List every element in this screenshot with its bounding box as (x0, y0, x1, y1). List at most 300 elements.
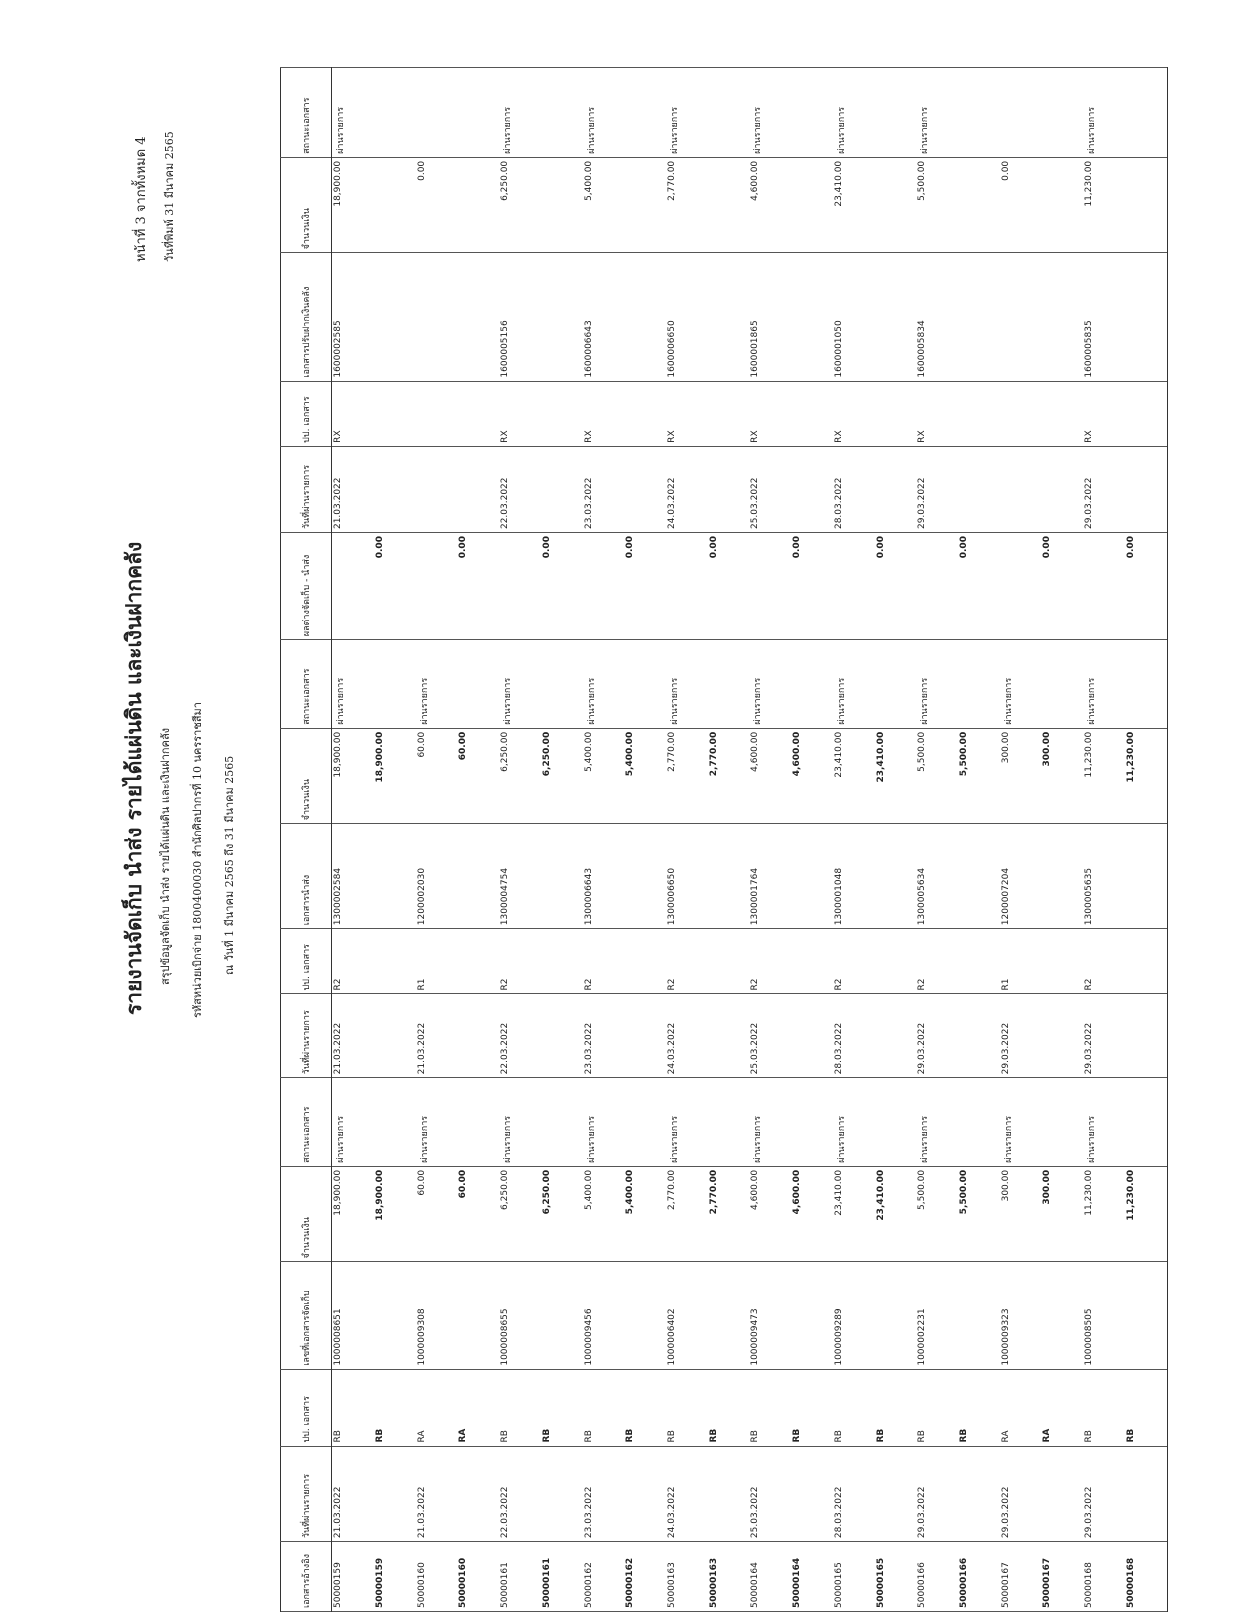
report-title: รายงานจัดเก็บ นำส่ง รายได้แผ่นดิน และเงินฝากคลัง (121, 541, 146, 1015)
cell-date: 28.03.2022 (833, 1446, 875, 1542)
column-header: จำนวนเงิน (281, 728, 332, 824)
cell-p-amount: 2,770.00 (666, 157, 708, 253)
cell-amount: 300.00 (1041, 1166, 1083, 1262)
cell-collect-no: 1000006402 (666, 1262, 708, 1369)
cell-p-type: RX (666, 381, 708, 446)
cell-status: ผ่านรายการ (916, 1078, 958, 1167)
table-row (583, 68, 625, 1612)
cell-s-amount: 300.00 (1000, 728, 1042, 824)
cell-p-date (708, 446, 750, 532)
cell-s-type: R2 (583, 929, 625, 994)
cell-s-doc (875, 824, 917, 929)
cell-ref: 50000160 (457, 1542, 499, 1612)
cell-p-doc (958, 253, 1000, 381)
cell-amount: 18,900.00 (332, 1166, 374, 1262)
cell-ref: 50000168 (1125, 1542, 1168, 1612)
column-header: เอกสารนำส่ง (281, 824, 332, 929)
cell-date (374, 1446, 416, 1542)
cell-s-type: R2 (833, 929, 875, 994)
cell-p-type (1000, 381, 1042, 446)
column-header: สถานะเอกสาร (281, 68, 332, 158)
cell-amount: 6,250.00 (499, 1166, 541, 1262)
cell-ref: 50000165 (875, 1542, 917, 1612)
cell-diff: 0.00 (541, 533, 583, 640)
cell-type: RB (666, 1369, 708, 1446)
cell-s-status: ผ่านรายการ (833, 640, 875, 729)
cell-s-amount: 6,250.00 (541, 728, 583, 824)
cell-s-doc (457, 824, 499, 929)
cell-amount: 23,410.00 (833, 1166, 875, 1262)
cell-s-type: R2 (499, 929, 541, 994)
cell-p-date (416, 446, 458, 532)
subtotal-row (541, 68, 583, 1612)
cell-ref: 50000165 (833, 1542, 875, 1612)
cell-p-amount (708, 157, 750, 253)
cell-p-doc: 1600001050 (833, 253, 875, 381)
cell-collect-no (1125, 1262, 1168, 1369)
cell-amount: 4,600.00 (749, 1166, 791, 1262)
cell-date: 29.03.2022 (916, 1446, 958, 1542)
cell-s-doc (1125, 824, 1168, 929)
cell-p-amount (541, 157, 583, 253)
cell-s-type: R1 (1000, 929, 1042, 994)
cell-amount: 2,770.00 (666, 1166, 708, 1262)
cell-p-doc (1041, 253, 1083, 381)
cell-p-date (875, 446, 917, 532)
cell-p-doc (416, 253, 458, 381)
cell-p-date: 22.03.2022 (499, 446, 541, 532)
cell-status (958, 1078, 1000, 1167)
cell-s-amount: 4,600.00 (791, 728, 833, 824)
cell-p-type: RX (749, 381, 791, 446)
cell-s-amount: 6,250.00 (499, 728, 541, 824)
cell-ref: 50000163 (708, 1542, 750, 1612)
cell-collect-no: 1000009456 (583, 1262, 625, 1369)
cell-date: 25.03.2022 (749, 1446, 791, 1542)
cell-p-amount (958, 157, 1000, 253)
cell-date: 21.03.2022 (416, 1446, 458, 1542)
subtotal-row (374, 68, 416, 1612)
cell-diff (1000, 533, 1042, 640)
cell-p-amount: 6,250.00 (499, 157, 541, 253)
cell-s-date: 23.03.2022 (583, 994, 625, 1078)
cell-s-status (1125, 640, 1168, 729)
cell-diff (583, 533, 625, 640)
cell-amount: 11,230.00 (1125, 1166, 1168, 1262)
cell-amount: 300.00 (1000, 1166, 1042, 1262)
cell-p-type (708, 381, 750, 446)
cell-s-type (708, 929, 750, 994)
cell-type: RB (499, 1369, 541, 1446)
cell-p-date (1000, 446, 1042, 532)
cell-s-date (1041, 994, 1083, 1078)
cell-ref: 50000160 (416, 1542, 458, 1612)
cell-type: RB (332, 1369, 374, 1446)
cell-s-doc (791, 824, 833, 929)
cell-p-doc (1000, 253, 1042, 381)
cell-type: RB (749, 1369, 791, 1446)
cell-date (1125, 1446, 1168, 1542)
cell-p-amount: 11,230.00 (1083, 157, 1125, 253)
cell-s-type (875, 929, 917, 994)
cell-status: ผ่านรายการ (666, 1078, 708, 1167)
cell-date: 29.03.2022 (1083, 1446, 1125, 1542)
cell-p-doc (457, 253, 499, 381)
cell-s-type (624, 929, 666, 994)
cell-date (958, 1446, 1000, 1542)
cell-status (541, 1078, 583, 1167)
cell-date: 23.03.2022 (583, 1446, 625, 1542)
cell-collect-no (541, 1262, 583, 1369)
period-line: ณ วันที่ 1 มีนาคม 2565 ถึง 31 มีนาคม 2565 (223, 755, 236, 975)
cell-p-amount: 0.00 (1000, 157, 1042, 253)
cell-type: RB (1125, 1369, 1168, 1446)
cell-status (791, 1078, 833, 1167)
cell-s-type (457, 929, 499, 994)
table-row (332, 68, 374, 1612)
column-header: ผลต่างจัดเก็บ - นำส่ง (281, 533, 332, 640)
subtotal-row (875, 68, 917, 1612)
cell-s-date: 28.03.2022 (833, 994, 875, 1078)
cell-status (875, 1078, 917, 1167)
cell-collect-no: 1000009473 (749, 1262, 791, 1369)
cell-status (374, 1078, 416, 1167)
cell-ref: 50000166 (958, 1542, 1000, 1612)
cell-diff (749, 533, 791, 640)
cell-p-amount (374, 157, 416, 253)
cell-p-status (416, 68, 458, 158)
cell-type: RA (457, 1369, 499, 1446)
cell-status: ผ่านรายการ (499, 1078, 541, 1167)
cell-p-status (1041, 68, 1083, 158)
cell-ref: 50000163 (666, 1542, 708, 1612)
cell-p-doc (624, 253, 666, 381)
cell-p-doc (708, 253, 750, 381)
cell-p-doc: 1600005834 (916, 253, 958, 381)
cell-s-doc: 1300005635 (1083, 824, 1125, 929)
cell-s-doc: 1300005634 (916, 824, 958, 929)
cell-p-status (541, 68, 583, 158)
cell-s-doc (541, 824, 583, 929)
cell-p-status: ผ่านรายการ (916, 68, 958, 158)
cell-s-amount: 300.00 (1041, 728, 1083, 824)
cell-diff: 0.00 (791, 533, 833, 640)
cell-s-type (374, 929, 416, 994)
cell-ref: 50000161 (499, 1542, 541, 1612)
cell-p-status (457, 68, 499, 158)
cell-p-doc: 1600005156 (499, 253, 541, 381)
cell-p-date (624, 446, 666, 532)
cell-p-type (416, 381, 458, 446)
cell-p-amount (457, 157, 499, 253)
cell-amount: 60.00 (457, 1166, 499, 1262)
cell-p-amount: 18,900.00 (332, 157, 374, 253)
cell-p-date: 21.03.2022 (332, 446, 374, 532)
cell-amount: 4,600.00 (791, 1166, 833, 1262)
cell-status (1041, 1078, 1083, 1167)
cell-collect-no (875, 1262, 917, 1369)
cell-date (708, 1446, 750, 1542)
cell-s-type: R2 (1083, 929, 1125, 994)
subtotal-row (958, 68, 1000, 1612)
cell-status: ผ่านรายการ (416, 1078, 458, 1167)
cell-s-doc: 1300001764 (749, 824, 791, 929)
cell-s-doc: 1300006643 (583, 824, 625, 929)
cell-collect-no: 1000009289 (833, 1262, 875, 1369)
cell-collect-no: 1000008655 (499, 1262, 541, 1369)
cell-date (541, 1446, 583, 1542)
subtotal-row (708, 68, 750, 1612)
cell-p-type: RX (499, 381, 541, 446)
cell-p-type: RX (916, 381, 958, 446)
cell-s-amount: 5,500.00 (916, 728, 958, 824)
cell-p-type: RX (583, 381, 625, 446)
column-header: วันที่ผ่านรายการ (281, 1446, 332, 1542)
cell-ref: 50000164 (749, 1542, 791, 1612)
cell-s-doc (708, 824, 750, 929)
cell-type: RB (1083, 1369, 1125, 1446)
subtotal-row (457, 68, 499, 1612)
cell-status (1125, 1078, 1168, 1167)
cell-p-date: 29.03.2022 (916, 446, 958, 532)
subtotal-row (1125, 68, 1168, 1612)
cell-p-type (1041, 381, 1083, 446)
cell-date: 29.03.2022 (1000, 1446, 1042, 1542)
cell-type: RB (708, 1369, 750, 1446)
cell-p-date: 24.03.2022 (666, 446, 708, 532)
subtotal-row (791, 68, 833, 1612)
cell-type: RB (583, 1369, 625, 1446)
cell-s-type (541, 929, 583, 994)
cell-type: RB (791, 1369, 833, 1446)
column-header: วันที่ผ่านรายการ (281, 446, 332, 532)
cell-p-amount (1125, 157, 1168, 253)
cell-p-doc (541, 253, 583, 381)
cell-ref: 50000168 (1083, 1542, 1125, 1612)
cell-amount: 2,770.00 (708, 1166, 750, 1262)
cell-diff: 0.00 (1041, 533, 1083, 640)
report-table (280, 67, 1168, 1612)
cell-p-date: 28.03.2022 (833, 446, 875, 532)
cell-s-date (374, 994, 416, 1078)
page-number: หน้าที่ 3 จากทั้งหมด 4 (134, 136, 149, 262)
cell-s-amount: 23,410.00 (833, 728, 875, 824)
cell-diff (833, 533, 875, 640)
column-header: เลขที่เอกสารจัดเก็บ (281, 1262, 332, 1369)
cell-p-amount: 0.00 (416, 157, 458, 253)
cell-s-date: 29.03.2022 (916, 994, 958, 1078)
cell-type: RB (958, 1369, 1000, 1446)
cell-s-amount: 18,900.00 (374, 728, 416, 824)
cell-date: 24.03.2022 (666, 1446, 708, 1542)
cell-p-date (374, 446, 416, 532)
column-header: สถานะเอกสาร (281, 1078, 332, 1167)
cell-p-doc (374, 253, 416, 381)
cell-type: RB (374, 1369, 416, 1446)
cell-p-status (875, 68, 917, 158)
cell-p-type: RX (332, 381, 374, 446)
cell-amount: 23,410.00 (875, 1166, 917, 1262)
cell-s-status: ผ่านรายการ (583, 640, 625, 729)
cell-p-date: 29.03.2022 (1083, 446, 1125, 532)
cell-p-status (624, 68, 666, 158)
cell-s-date (541, 994, 583, 1078)
cell-s-date: 21.03.2022 (416, 994, 458, 1078)
cell-p-status (1000, 68, 1042, 158)
agency-line: รหัสหน่วยเบิกจ่าย 1800400030 สำนักศิลปากรที่ 10 นครราชสีมา (191, 702, 204, 1018)
cell-diff: 0.00 (958, 533, 1000, 640)
cell-ref: 50000161 (541, 1542, 583, 1612)
column-header: เอกสารอ้างอิง (281, 1542, 332, 1612)
cell-p-status (1125, 68, 1168, 158)
table-row (499, 68, 541, 1612)
cell-s-status: ผ่านรายการ (749, 640, 791, 729)
cell-p-status: ผ่านรายการ (499, 68, 541, 158)
cell-ref: 50000159 (332, 1542, 374, 1612)
cell-s-status: ผ่านรายการ (1000, 640, 1042, 729)
cell-status (624, 1078, 666, 1167)
cell-p-doc (791, 253, 833, 381)
column-header: สถานะเอกสาร (281, 640, 332, 729)
cell-s-doc: 1300004754 (499, 824, 541, 929)
cell-collect-no (457, 1262, 499, 1369)
cell-p-type (958, 381, 1000, 446)
cell-p-status: ผ่านรายการ (833, 68, 875, 158)
cell-ref: 50000166 (916, 1542, 958, 1612)
cell-collect-no (624, 1262, 666, 1369)
table-header-row (281, 68, 332, 1612)
cell-s-date (958, 994, 1000, 1078)
cell-s-amount: 5,400.00 (624, 728, 666, 824)
cell-s-amount: 11,230.00 (1083, 728, 1125, 824)
cell-s-status: ผ่านรายการ (916, 640, 958, 729)
cell-diff (1083, 533, 1125, 640)
cell-p-date: 25.03.2022 (749, 446, 791, 532)
subtotal-row (1041, 68, 1083, 1612)
table-row (416, 68, 458, 1612)
cell-s-status: ผ่านรายการ (499, 640, 541, 729)
table-row (1000, 68, 1042, 1612)
cell-p-doc: 1600002585 (332, 253, 374, 381)
cell-p-status (708, 68, 750, 158)
cell-amount: 18,900.00 (374, 1166, 416, 1262)
cell-p-date (457, 446, 499, 532)
cell-s-date: 29.03.2022 (1083, 994, 1125, 1078)
cell-s-type (1125, 929, 1168, 994)
cell-s-type (1041, 929, 1083, 994)
cell-amount: 5,400.00 (583, 1166, 625, 1262)
cell-p-date (1125, 446, 1168, 532)
cell-s-status: ผ่านรายการ (332, 640, 374, 729)
cell-p-doc: 1600005835 (1083, 253, 1125, 381)
cell-status: ผ่านรายการ (1000, 1078, 1042, 1167)
cell-p-amount (624, 157, 666, 253)
cell-p-amount: 5,400.00 (583, 157, 625, 253)
cell-collect-no (958, 1262, 1000, 1369)
cell-diff (332, 533, 374, 640)
cell-p-doc: 1600006650 (666, 253, 708, 381)
table-row (1083, 68, 1125, 1612)
cell-date (875, 1446, 917, 1542)
cell-amount: 6,250.00 (541, 1166, 583, 1262)
cell-type: RB (624, 1369, 666, 1446)
cell-status: ผ่านรายการ (332, 1078, 374, 1167)
cell-s-date: 29.03.2022 (1000, 994, 1042, 1078)
cell-ref: 50000167 (1000, 1542, 1042, 1612)
subtotal-row (624, 68, 666, 1612)
cell-date (791, 1446, 833, 1542)
cell-p-status: ผ่านรายการ (749, 68, 791, 158)
cell-s-type: R1 (416, 929, 458, 994)
cell-p-status: ผ่านรายการ (583, 68, 625, 158)
cell-s-status (624, 640, 666, 729)
cell-s-doc: 1200007204 (1000, 824, 1042, 929)
cell-p-type (457, 381, 499, 446)
cell-s-date (875, 994, 917, 1078)
cell-s-status: ผ่านรายการ (1083, 640, 1125, 729)
cell-date (1041, 1446, 1083, 1542)
cell-diff: 0.00 (1125, 533, 1168, 640)
cell-s-amount: 23,410.00 (875, 728, 917, 824)
cell-s-type: R2 (332, 929, 374, 994)
cell-status: ผ่านรายการ (1083, 1078, 1125, 1167)
cell-date (457, 1446, 499, 1542)
cell-ref: 50000162 (624, 1542, 666, 1612)
cell-s-amount: 4,600.00 (749, 728, 791, 824)
cell-status: ผ่านรายการ (749, 1078, 791, 1167)
table-row (666, 68, 708, 1612)
cell-collect-no: 1000008651 (332, 1262, 374, 1369)
cell-date (624, 1446, 666, 1542)
cell-s-type (791, 929, 833, 994)
cell-s-status (875, 640, 917, 729)
cell-p-date: 23.03.2022 (583, 446, 625, 532)
cell-collect-no: 1000009323 (1000, 1262, 1042, 1369)
cell-collect-no: 1000002231 (916, 1262, 958, 1369)
cell-collect-no (791, 1262, 833, 1369)
column-header: วันที่ผ่านรายการ (281, 994, 332, 1078)
cell-s-status (457, 640, 499, 729)
cell-p-type (541, 381, 583, 446)
cell-diff: 0.00 (457, 533, 499, 640)
cell-p-status (791, 68, 833, 158)
cell-diff: 0.00 (624, 533, 666, 640)
cell-s-type: R2 (916, 929, 958, 994)
cell-p-doc (875, 253, 917, 381)
cell-amount: 11,230.00 (1083, 1166, 1125, 1262)
cell-amount: 60.00 (416, 1166, 458, 1262)
cell-p-doc: 1600006643 (583, 253, 625, 381)
cell-p-type (1125, 381, 1168, 446)
cell-s-status (374, 640, 416, 729)
cell-s-status (708, 640, 750, 729)
cell-p-type (374, 381, 416, 446)
cell-amount: 5,500.00 (958, 1166, 1000, 1262)
cell-s-doc (624, 824, 666, 929)
column-header: ปป. เอกสาร (281, 1369, 332, 1446)
cell-ref: 50000159 (374, 1542, 416, 1612)
cell-s-doc: 1300002584 (332, 824, 374, 929)
cell-p-status: ผ่านรายการ (1083, 68, 1125, 158)
cell-status (457, 1078, 499, 1167)
cell-type: RB (833, 1369, 875, 1446)
cell-type: RB (541, 1369, 583, 1446)
cell-s-doc (374, 824, 416, 929)
cell-s-status (791, 640, 833, 729)
cell-s-doc (1041, 824, 1083, 929)
cell-s-type: R2 (666, 929, 708, 994)
cell-p-doc: 1600001865 (749, 253, 791, 381)
